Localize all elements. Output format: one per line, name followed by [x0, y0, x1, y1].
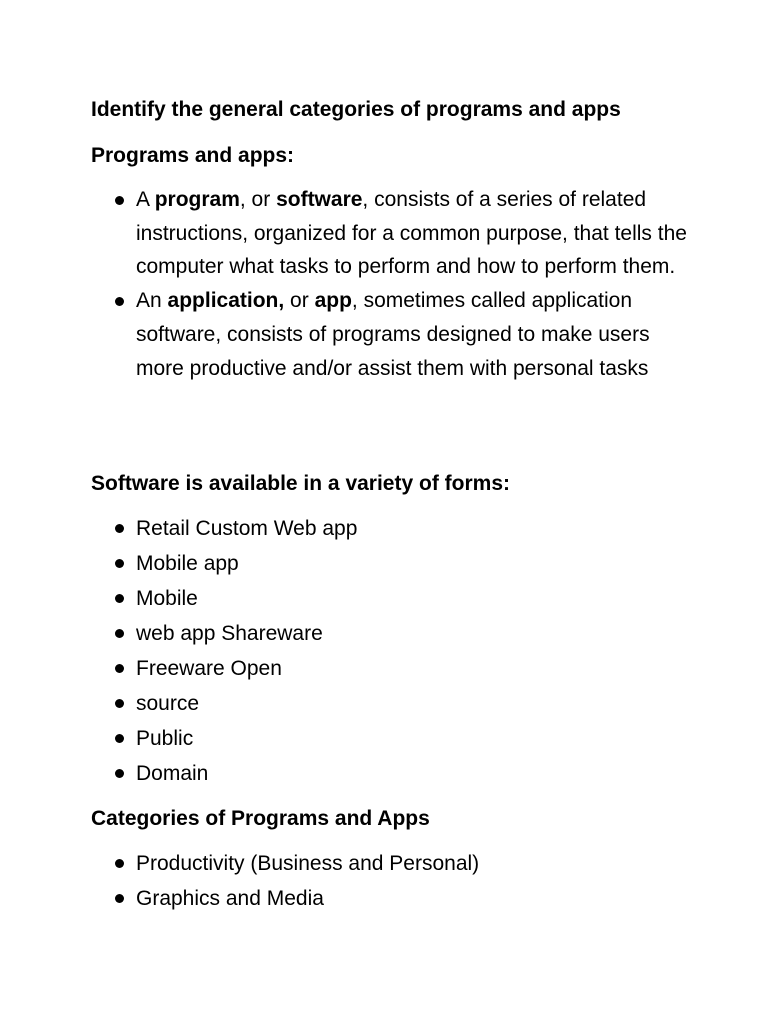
categories-list	[0, 846, 768, 916]
bullet-icon	[115, 734, 124, 743]
item-text: Mobile	[136, 587, 198, 610]
list-item	[0, 651, 768, 686]
item-text: web app Shareware	[136, 622, 323, 645]
bullet-icon	[115, 629, 124, 638]
software-forms-list	[0, 511, 768, 791]
item-text: A	[136, 188, 155, 211]
programs-and-apps-list	[0, 183, 768, 385]
item-text: An	[136, 289, 168, 313]
section-heading-categories: Categories of Programs and Apps	[91, 807, 430, 830]
item-text: source	[136, 692, 200, 715]
item-text: , sometimes called application software, consists of programs designed to make users more productive and/or assist them with personal tasks	[136, 289, 650, 380]
bullet-icon	[115, 196, 124, 205]
list-item	[0, 284, 768, 385]
list-item	[0, 756, 768, 791]
list-item	[0, 721, 768, 756]
term-program: program	[154, 188, 240, 211]
item-text: Domain	[136, 762, 209, 785]
term-application: application,	[167, 289, 285, 313]
bullet-icon	[115, 769, 124, 778]
bullet-icon	[115, 594, 124, 603]
section-heading-software-forms: Software is available in a variety of forms:	[91, 472, 510, 495]
bullet-icon	[115, 524, 124, 533]
item-text: Retail Custom Web app	[136, 517, 358, 540]
bullet-icon	[115, 859, 124, 868]
bullet-icon	[115, 699, 124, 708]
item-text: Mobile app	[136, 552, 239, 575]
bullet-icon	[115, 664, 124, 673]
list-item	[0, 686, 768, 721]
list-item	[0, 881, 768, 916]
item-text: , or	[239, 188, 277, 211]
list-item	[0, 183, 768, 284]
term-app: app	[314, 289, 352, 313]
item-text: Public	[136, 727, 194, 750]
item-text: Productivity (Business and Personal)	[136, 852, 480, 875]
bullet-icon	[115, 559, 124, 568]
bullet-icon	[115, 894, 124, 903]
list-item	[0, 616, 768, 651]
bullet-icon	[115, 297, 124, 306]
item-text: , consists of a series of related instructions, organized for a common purpose, that tells the computer what tasks to perform and how to perform them.	[136, 188, 687, 279]
item-text: or	[284, 289, 315, 313]
term-software: software	[276, 188, 363, 211]
document-title: Identify the general categories of programs and apps	[91, 98, 621, 121]
item-text: Freeware Open	[136, 657, 282, 680]
list-item	[0, 581, 768, 616]
list-item	[0, 546, 768, 581]
list-item	[0, 846, 768, 881]
item-text: Graphics and Media	[136, 887, 324, 910]
list-item	[0, 511, 768, 546]
section-heading-programs-and-apps: Programs and apps:	[91, 144, 295, 167]
